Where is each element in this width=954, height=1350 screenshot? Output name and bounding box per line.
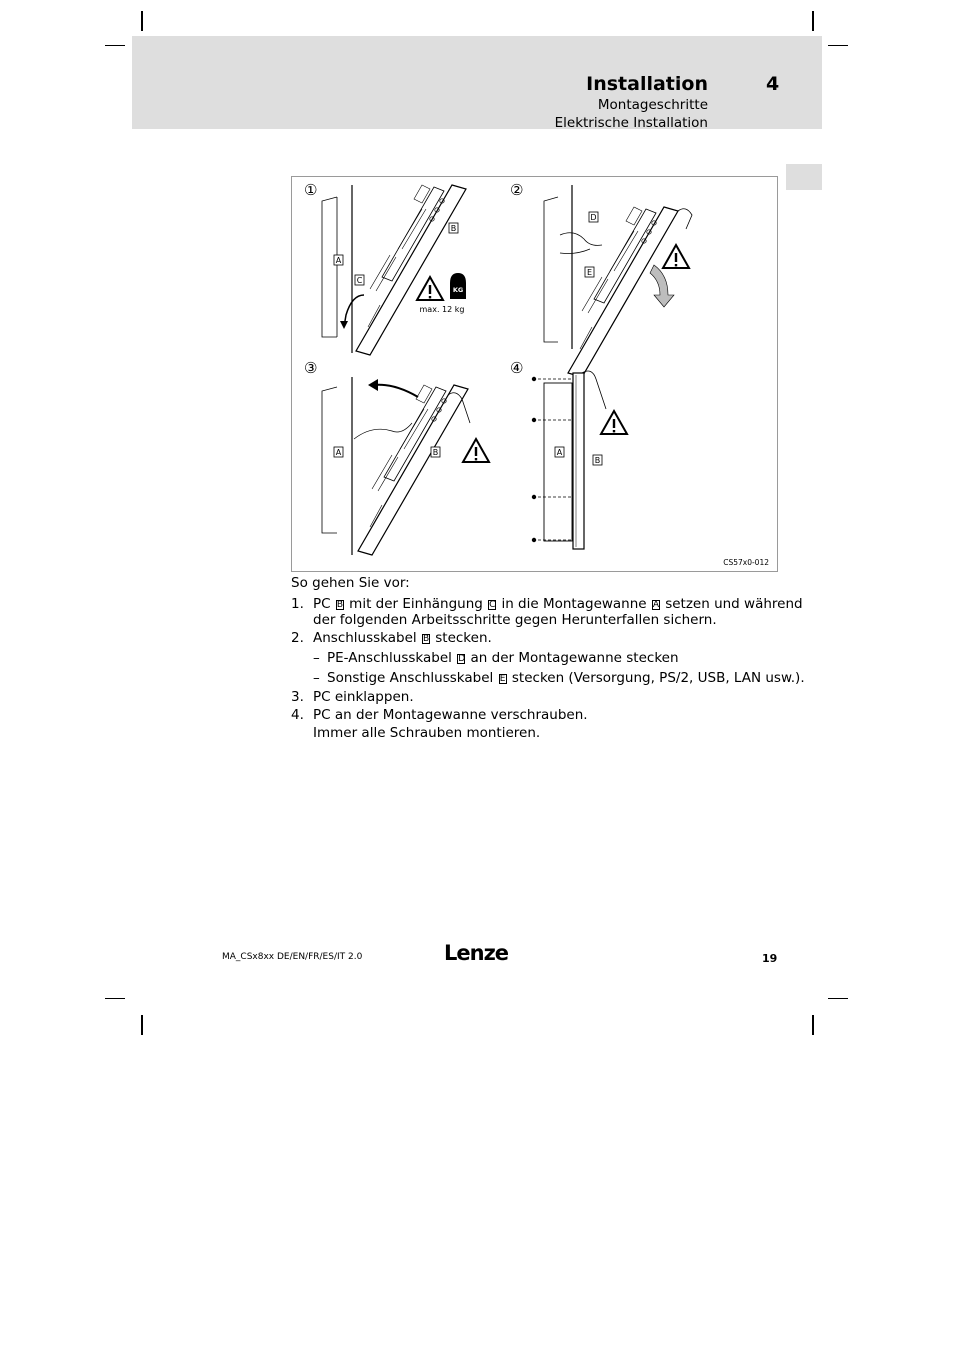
section-subtitle: Elektrische Installation xyxy=(554,115,708,131)
chapter-number: 4 xyxy=(766,73,780,95)
step-text: setzen und während xyxy=(665,596,803,612)
header-band xyxy=(132,36,822,129)
step-text: Sonstige Anschlusskabel xyxy=(327,670,494,686)
crop-mark xyxy=(141,11,143,31)
warning-icon xyxy=(463,439,489,462)
step-text: mit der Einhängung xyxy=(349,596,483,612)
lenze-logo: Lenze xyxy=(444,941,509,965)
step-text: PC an der Montagewanne verschrauben. xyxy=(313,707,588,723)
label-b: B xyxy=(432,448,439,457)
crop-mark xyxy=(828,998,848,999)
label-b: B xyxy=(450,224,457,233)
step-2-line xyxy=(313,630,492,647)
intro-text: So gehen Sie vor: xyxy=(291,575,410,591)
page-title: Installation xyxy=(586,73,708,95)
step-number: ② xyxy=(510,181,524,199)
label-d: D xyxy=(458,654,466,664)
label-a: A xyxy=(335,448,342,457)
label-c: C xyxy=(489,600,496,610)
label-a: A xyxy=(556,448,563,457)
label-a: A xyxy=(652,600,660,610)
crop-mark xyxy=(141,1015,143,1035)
installation-drawing xyxy=(292,177,779,573)
installation-figure xyxy=(291,176,778,572)
step-number: ③ xyxy=(304,359,318,377)
step-text: PE-Anschlusskabel xyxy=(327,650,452,666)
step-1-line xyxy=(313,596,803,613)
label-b: B xyxy=(336,600,344,610)
label-b: B xyxy=(422,634,430,644)
step-text: in die Montagewanne xyxy=(501,596,647,612)
step-text: PC xyxy=(313,596,331,612)
label-d: D xyxy=(590,213,597,222)
crop-mark xyxy=(105,45,125,46)
crop-mark xyxy=(105,998,125,999)
warning-icon xyxy=(417,277,443,300)
label-b: B xyxy=(594,456,601,465)
step-number: 1. xyxy=(291,596,304,612)
chapter-tab xyxy=(786,164,822,190)
page-number: 19 xyxy=(762,952,778,965)
crop-mark xyxy=(812,1015,814,1035)
substep-1-line xyxy=(327,650,679,667)
document-id: MA_CSx8xx DE/EN/FR/ES/IT 2.0 xyxy=(222,952,363,962)
step-text: stecken. xyxy=(435,630,492,646)
section-subtitle: Montageschritte xyxy=(597,97,708,113)
step-text: an der Montagewanne stecken xyxy=(470,650,679,666)
warning-icon xyxy=(663,245,689,268)
weight-note: max. 12 kg xyxy=(419,305,465,314)
step-text: Immer alle Schrauben montieren. xyxy=(313,725,541,741)
step-number: 3. xyxy=(291,689,304,705)
label-a: A xyxy=(335,256,342,265)
step-text: PC einklappen. xyxy=(313,689,414,705)
step-text: Anschlusskabel xyxy=(313,630,417,646)
step-number: ① xyxy=(304,181,318,199)
weight-icon-label: KG xyxy=(452,286,464,294)
crop-mark xyxy=(828,45,848,46)
substep-2-line xyxy=(327,670,805,687)
step-number: ④ xyxy=(510,359,524,377)
step-number: 2. xyxy=(291,630,304,646)
dash: – xyxy=(313,670,320,686)
dash: – xyxy=(313,650,320,666)
label-e: E xyxy=(499,674,506,684)
step-text: stecken (Versorgung, PS/2, USB, LAN usw.). xyxy=(511,670,805,686)
warning-icon xyxy=(601,411,627,434)
crop-mark xyxy=(812,11,814,31)
label-e: E xyxy=(586,268,593,277)
step-number: 4. xyxy=(291,707,304,723)
label-c: C xyxy=(356,276,363,285)
step-text: der folgenden Arbeitsschritte gegen Herunterfallen sichern. xyxy=(313,612,717,628)
figure-id: CS57x0-012 xyxy=(723,558,769,567)
